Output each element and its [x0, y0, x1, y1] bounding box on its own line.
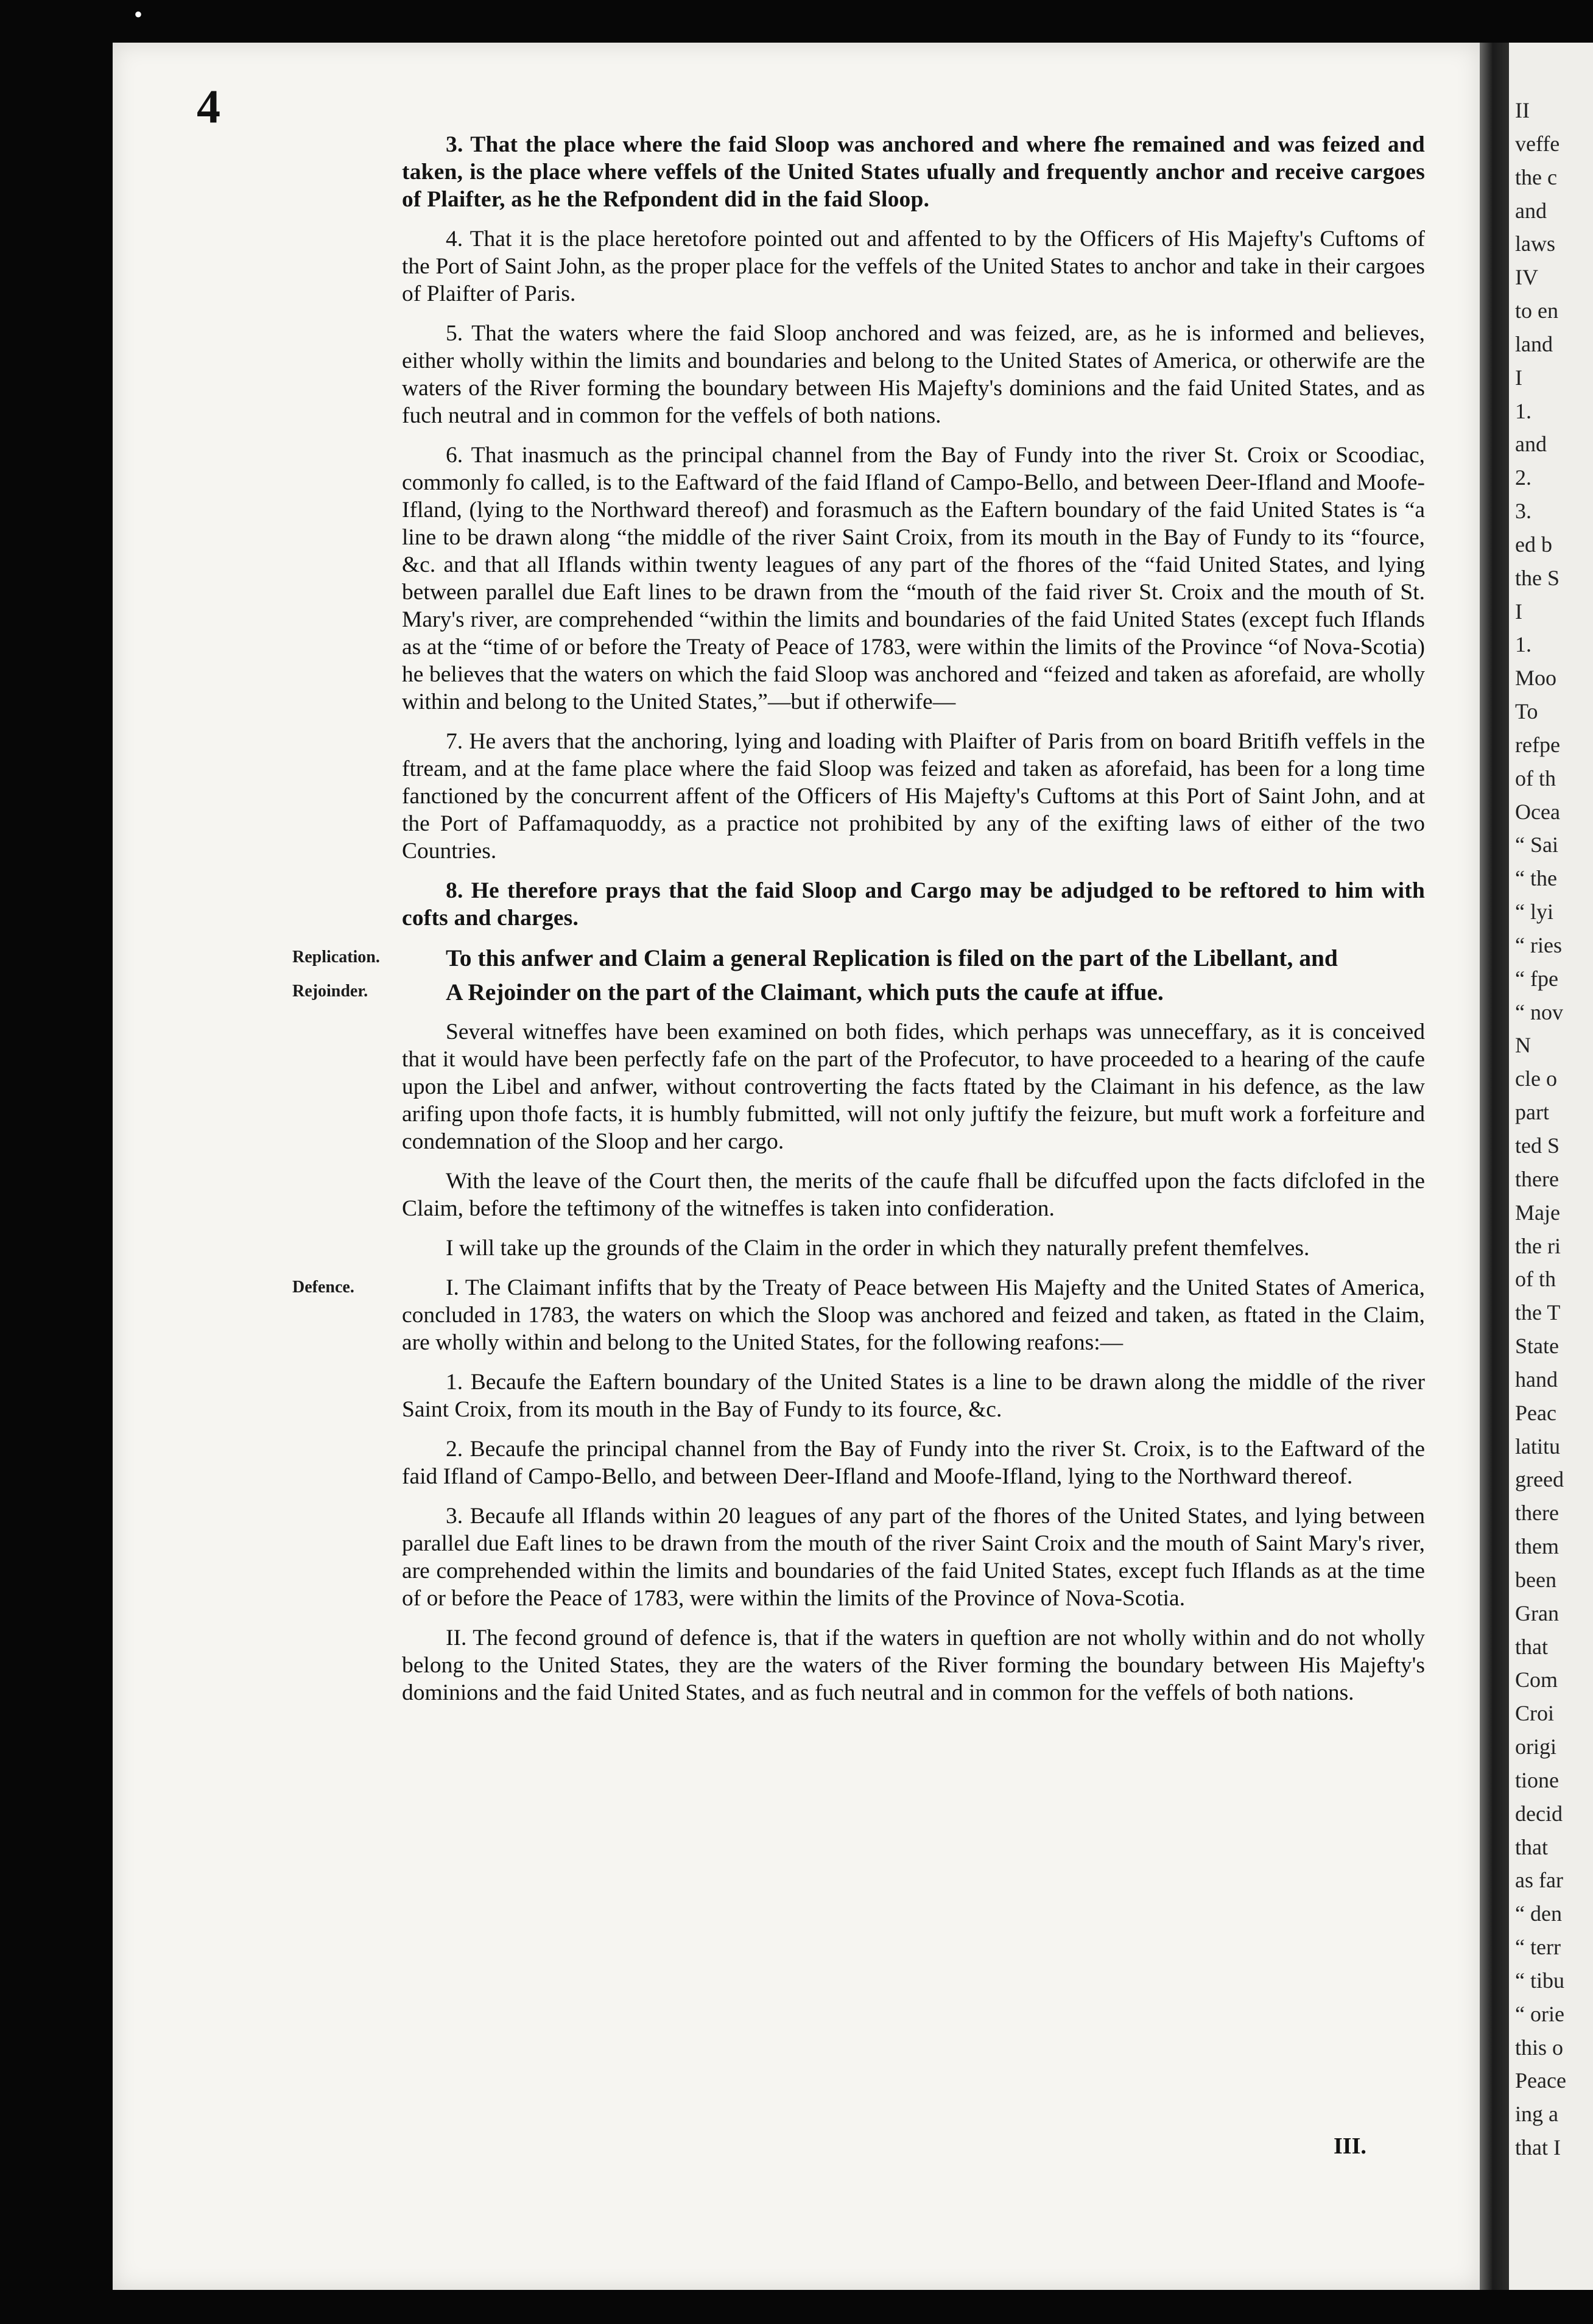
- adjacent-page-fragment: Moo: [1515, 666, 1557, 691]
- adjacent-page-fragment: that: [1515, 1634, 1548, 1659]
- adjacent-page-fragment: hand: [1515, 1367, 1558, 1392]
- adjacent-page-fragment: latitu: [1515, 1434, 1560, 1459]
- adjacent-page-fragment: “ Sai: [1515, 833, 1558, 857]
- adjacent-page-fragment: this o: [1515, 2035, 1564, 2060]
- adjacent-page-fragment: and: [1515, 198, 1547, 223]
- adjacent-page-fragment: “ fpe: [1515, 966, 1558, 991]
- adjacent-page-fragment: I: [1515, 599, 1522, 624]
- adjacent-page-fragment: 2.: [1515, 465, 1531, 490]
- adjacent-page-fragment: that: [1515, 1834, 1548, 1859]
- document-body: [402, 131, 1425, 1719]
- adjacent-page-fragment: “ lyi: [1515, 900, 1553, 924]
- paragraph-ground-I-reason-2: 2. Becaufe the principal channel from the Bay of Fundy into the river St. Croix, is to the Eaftward of the faid Ifland of Campo-Bello, and between Deer-Ifland and Moofe-Ifland, lying to the Northward thereof.: [402, 1437, 1425, 1489]
- adjacent-page-fragment: Croi: [1515, 1701, 1555, 1726]
- adjacent-page-fragment: IV: [1515, 265, 1538, 290]
- paragraph-7: 7. He avers that the anchoring, lying and loading with Plaifter of Paris from on board Britifh veffels in the ftream, and at the fame place where the faid Sloop was feized and taken as aforefaid, has been for a long time fanctioned by the concurrent affent of the Officers of His Majefty's Cuftoms at this Port of Saint John, and at the Port of Paffamaquoddy, as a practice not prohibited by any of the exifting laws of either of the two Countries.: [402, 729, 1425, 864]
- adjacent-page-fragment: “ tibu: [1515, 1968, 1564, 1993]
- adjacent-page-fragment: “ ries: [1515, 932, 1562, 957]
- adjacent-page-fragment: to en: [1515, 298, 1558, 323]
- adjacent-page-fragment: State: [1515, 1334, 1559, 1359]
- margin-note-replication: Replication.: [292, 948, 380, 967]
- margin-note-rejoinder: Rejoinder.: [292, 982, 368, 1001]
- adjacent-page-fragment: 1.: [1515, 632, 1531, 657]
- adjacent-page-fragment: II: [1515, 98, 1530, 122]
- adjacent-page-fragment: them: [1515, 1534, 1559, 1559]
- adjacent-page-fragment: of th: [1515, 1267, 1556, 1292]
- adjacent-page-fragment: as far: [1515, 1868, 1563, 1893]
- adjacent-page-fragment: ted S: [1515, 1133, 1560, 1158]
- adjacent-page-fragment: decid: [1515, 1801, 1563, 1826]
- paragraph-replication: To this anfwer and Claim a general Replication is filed on the part of the Libellant, and: [446, 945, 1338, 971]
- adjacent-page-fragment: greed: [1515, 1467, 1564, 1492]
- paragraph-ground-I-reason-3: 3. Becaufe all Iflands within 20 leagues of any part of the fhores of the United States, and lying between parallel due Eaft lines to be drawn from the mouth of the river Saint Croix and the mouth of Saint Mary's river, are comprehended within the limits and boundaries of the faid United States, except fuch Iflands as at the time of or before the Peace of 1783, were within the limits of the Province of Nova-Scotia.: [402, 1504, 1425, 1611]
- adjacent-page-fragment: “ den: [1515, 1901, 1562, 1926]
- adjacent-page-fragment: of th: [1515, 766, 1556, 791]
- adjacent-page-fragment: Ocea: [1515, 799, 1560, 824]
- adjacent-page-fragment: “ nov: [1515, 999, 1563, 1024]
- paragraph-rejoinder: A Rejoinder on the part of the Claimant, which puts the caufe at iffue.: [446, 979, 1164, 1005]
- adjacent-page-fragment: been: [1515, 1567, 1556, 1592]
- adjacent-page-fragment: that I: [1515, 2135, 1561, 2160]
- adjacent-page-fragment: and: [1515, 432, 1547, 457]
- adjacent-page-fragment: cle o: [1515, 1066, 1557, 1091]
- adjacent-page-fragment: refpe: [1515, 732, 1560, 757]
- adjacent-page-fragment: origi: [1515, 1734, 1556, 1759]
- paragraph-4: 4. That it is the place heretofore pointed out and affented to by the Officers of His Majefty's Cuftoms of the Port of Saint John, as the proper place for the veffels of the United States to anchor and take in their cargoes of Plaifter of Paris.: [402, 227, 1425, 306]
- paragraph-ground-II: II. The fecond ground of defence is, that if the waters in queftion are not wholly within and do not wholly belong to the United States, they are the waters of the River forming the boundary between His Majefty's dominions and the faid United States, and as fuch neutral and in common for the veffels of both nations.: [402, 1625, 1425, 1705]
- page-number: 4: [197, 80, 220, 133]
- book-spine-shadow: [1480, 43, 1509, 2290]
- adjacent-page-fragment: veffe: [1515, 131, 1560, 156]
- adjacent-page-fragment: part: [1515, 1100, 1549, 1125]
- adjacent-page-fragment: Com: [1515, 1667, 1558, 1692]
- paragraph-several-witnesses: Several witneffes have been examined on both fides, which perhaps was unneceffary, as it is conceived that it would have been perfectly fafe on the part of the Profecutor, to have proceeded to a hearing of the caufe upon the Libel and anfwer, without controverting the facts ftated by the Claimant in his defence, as the law arifing upon thofe facts, it is humbly fubmitted, will not only juftify the feizure, but muft work a forfeiture and condemnation of the Sloop and her cargo.: [402, 1019, 1425, 1154]
- adjacent-page-fragment: “ orie: [1515, 2001, 1564, 2026]
- adjacent-page-fragment: 3.: [1515, 499, 1531, 524]
- adjacent-page-fragment: “ terr: [1515, 1935, 1561, 1960]
- paragraph-with-leave: With the leave of the Court then, the merits of the caufe fhall be difcuffed upon the facts difclofed in the Claim, before the teftimony of the witneffes is taken into confideration.: [402, 1169, 1425, 1221]
- paragraph-ground-I-reason-1: 1. Becaufe the Eaftern boundary of the United States is a line to be drawn along the middle of the river Saint Croix, from its mouth in the Bay of Fundy to its fource, &c.: [402, 1370, 1425, 1422]
- adjacent-page-fragment: the T: [1515, 1300, 1561, 1325]
- paragraph-grounds: I will take up the grounds of the Claim in the order in which they naturally prefent themfelves.: [446, 1236, 1310, 1261]
- paragraph-6: 6. That inasmuch as the principal channel from the Bay of Fundy into the river St. Croix or Scoodiac, commonly fo called, is to the Eaftward of the faid Ifland of Campo-Bello, and between Deer-Ifland and Moofe-Ifland, (lying to the Northward thereof) and forasmuch as the Eaftern boundary of the faid United States is “a line to be drawn along “the middle of the river Saint Croix, from its mouth in the Bay of Fundy to its “fource, &c. and that all Iflands within twenty leagues of any part of the fhores of the “faid United States, and lying between parallel due Eaft lines to be drawn from the “mouth of the faid river St. Croix and the mouth of St. Mary's river, are comprehended “within the limits and boundaries of the faid United States (except fuch Iflands as at the “time of or before the Treaty of Peace of 1783, were within the limits of the Province “of Nova-Scotia) he believes that the waters on which the faid Sloop was anchored and “feized and taken as aforefaid, are wholly within and belong to the United States,”—but if otherwife—: [402, 443, 1425, 714]
- paragraph-3: 3. That the place where the faid Sloop was anchored and where fhe remained and was feized and taken, is the place where veffels of the United States ufually and frequently anchor and receive cargoes of Plaifter, as he the Refpondent did in the faid Sloop.: [402, 132, 1425, 212]
- scan-speck: •: [134, 1, 143, 28]
- adjacent-page-fragment: there: [1515, 1501, 1559, 1526]
- adjacent-page-fragment: the ri: [1515, 1233, 1561, 1258]
- adjacent-page-fragment: land: [1515, 331, 1553, 356]
- adjacent-page-fragment: N: [1515, 1033, 1531, 1058]
- margin-note-defence: Defence.: [292, 1278, 354, 1297]
- adjacent-page-edge: [1509, 43, 1593, 2290]
- adjacent-page-fragment: the S: [1515, 565, 1560, 590]
- adjacent-page-fragment: there: [1515, 1166, 1559, 1191]
- adjacent-page-fragment: To: [1515, 699, 1538, 724]
- adjacent-page-fragment: the c: [1515, 164, 1557, 189]
- adjacent-page-fragment: laws: [1515, 231, 1555, 256]
- adjacent-page-fragment: “ the: [1515, 866, 1557, 891]
- adjacent-page-fragment: ed b: [1515, 532, 1552, 557]
- adjacent-page-fragment: Maje: [1515, 1200, 1560, 1225]
- adjacent-page-fragment: Peace: [1515, 2068, 1566, 2093]
- adjacent-page-fragment: 1.: [1515, 398, 1531, 423]
- catchword: III.: [1334, 2133, 1366, 2159]
- paragraph-5: 5. That the waters where the faid Sloop anchored and was feized, are, as he is informed and believes, either wholly within the limits and boundaries and belong to the United States of America, or otherwife are the waters of the River forming the boundary between His Majefty's dominions and the faid United States, and as fuch neutral and in common for the veffels of both nations.: [402, 321, 1425, 428]
- adjacent-page-fragment: I: [1515, 365, 1522, 390]
- adjacent-page-fragment: ing a: [1515, 2102, 1558, 2127]
- adjacent-page-fragment: Gran: [1515, 1600, 1559, 1625]
- paragraph-ground-I: I. The Claimant infifts that by the Treaty of Peace between His Majefty and the United States of America, concluded in 1783, the waters on which the Sloop was anchored and feized and taken, as ftated in the Claim, are wholly within and belong to the United States, for the following reafons:—: [402, 1275, 1425, 1355]
- adjacent-page-fragment: tione: [1515, 1767, 1559, 1792]
- adjacent-page-fragment: Peac: [1515, 1400, 1556, 1425]
- paragraph-8: 8. He therefore prays that the faid Sloop and Cargo may be adjudged to be reftored to him with cofts and charges.: [402, 878, 1425, 931]
